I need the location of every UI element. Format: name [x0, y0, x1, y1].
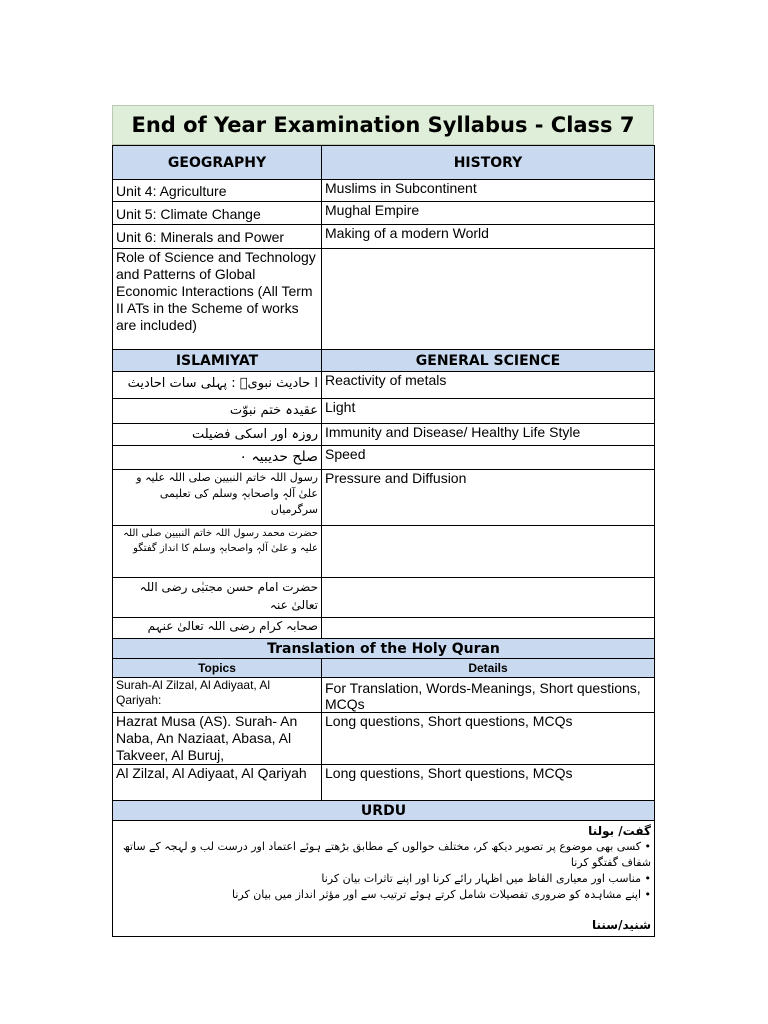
table-row	[113, 618, 655, 639]
table-row	[113, 678, 655, 713]
urdu-heading-listening: شنید/سننا	[591, 918, 651, 932]
history-cell: Mughal Empire	[322, 202, 655, 225]
geography-cell: Role of Science and Technology and Patterns of Global Economic Interactions (All Term II ATs in the Scheme of works are included)	[113, 249, 322, 350]
details-cell: Long questions, Short questions, MCQs	[322, 765, 655, 801]
table-row	[113, 202, 655, 225]
urdu-content-row	[113, 821, 655, 937]
table-row	[113, 249, 655, 350]
geography-cell: Unit 5: Climate Change	[113, 202, 322, 225]
science-cell	[322, 526, 655, 578]
science-cell: Pressure and Diffusion	[322, 470, 655, 526]
urdu-band-row	[113, 801, 655, 821]
table-row	[113, 765, 655, 801]
table-row	[113, 424, 655, 446]
islamiyat-cell: صحابہ کرام رضی اللہ تعالیٰ عنہم	[113, 618, 322, 639]
table-row	[113, 225, 655, 249]
islamiyat-cell: حضرت محمد رسول اللہ خاتم النبیین صلی اللہ علیہ و علیٰ آلہٖ واصحابہٖ وسلم کا انداز گفتگو	[113, 526, 322, 578]
topics-cell: Surah-Al Zilzal, Al Adiyaat, Al Qariyah:	[113, 678, 322, 713]
history-cell	[322, 249, 655, 350]
table-row	[113, 578, 655, 618]
science-header: GENERAL SCIENCE	[322, 350, 655, 372]
page-title: End of Year Examination Syllabus - Class 7	[112, 105, 654, 145]
islamiyat-header: ISLAMIYAT	[113, 350, 322, 372]
table-row	[113, 399, 655, 424]
geography-cell: Unit 4: Agriculture	[113, 180, 322, 202]
urdu-bullet: • اپنے مشاہدہ کو ضروری تفصیلات شامل کرتے ہوئے ترتیب سے اور مؤثر انداز میں بیان کرنا	[232, 888, 651, 901]
quran-subheader-row	[113, 659, 655, 678]
history-cell: Making of a modern World	[322, 225, 655, 249]
quran-band-row	[113, 639, 655, 659]
urdu-heading-speaking: گفت/ بولنا	[588, 824, 651, 838]
header-row-islamiyat-science	[113, 350, 655, 372]
table-row	[113, 470, 655, 526]
urdu-band: URDU	[113, 801, 655, 821]
details-header: Details	[322, 659, 655, 678]
syllabus-table	[112, 145, 655, 937]
science-cell: Light	[322, 399, 655, 424]
urdu-bullet: • کسی بھی موضوع پر تصویر دیکھ کر، مختلف حوالوں کے مطابق بڑھتے ہوئے اعتماد اور درست لب و لہجہ کے ساتھ شفاف گفتگو کرنا	[122, 840, 651, 869]
science-cell: Reactivity of metals	[322, 372, 655, 399]
science-cell	[322, 578, 655, 618]
table-row	[113, 180, 655, 202]
history-cell: Muslims in Subcontinent	[322, 180, 655, 202]
quran-band: Translation of the Holy Quran	[113, 639, 655, 659]
urdu-content	[113, 821, 655, 937]
science-cell	[322, 618, 655, 639]
table-row	[113, 372, 655, 399]
topics-cell: Al Zilzal, Al Adiyaat, Al Qariyah	[113, 765, 322, 801]
science-cell: Speed	[322, 446, 655, 470]
topics-cell: Hazrat Musa (AS). Surah- An Naba, An Naziaat, Abasa, Al Takveer, Al Buruj,	[113, 713, 322, 765]
islamiyat-cell: صلح حدیبیہ ۰	[113, 446, 322, 470]
islamiyat-cell: رسول اللہ خاتم النبیین صلی اللہ علیہ و علیٰ آلہٖ واصحابہٖ وسلم کی تعلیمی سرگرمیاں	[113, 470, 322, 526]
syllabus-sheet	[112, 105, 654, 937]
urdu-bullet: • مناسب اور معیاری الفاظ میں اظہار رائے کرنا اور اپنے تاثرات بیان کرنا	[321, 872, 651, 885]
islamiyat-cell: عقیدہ ختم نبوّت	[113, 399, 322, 424]
islamiyat-cell: حضرت امام حسن مجتبٰی رضی اللہ تعالیٰ عنہ	[113, 578, 322, 618]
islamiyat-cell: روزہ اور اسکی فضیلت	[113, 424, 322, 446]
details-cell: Long questions, Short questions, MCQs	[322, 713, 655, 765]
geography-header: GEOGRAPHY	[113, 146, 322, 180]
topics-header: Topics	[113, 659, 322, 678]
table-row	[113, 526, 655, 578]
header-row-geography-history	[113, 146, 655, 180]
islamiyat-cell: ا حادیث نبویؐ : پہلی سات احادیث	[113, 372, 322, 399]
science-cell: Immunity and Disease/ Healthy Life Style	[322, 424, 655, 446]
table-row	[113, 713, 655, 765]
table-row	[113, 446, 655, 470]
details-cell: For Translation, Words-Meanings, Short questions, MCQs	[322, 678, 655, 713]
history-header: HISTORY	[322, 146, 655, 180]
geography-cell: Unit 6: Minerals and Power	[113, 225, 322, 249]
